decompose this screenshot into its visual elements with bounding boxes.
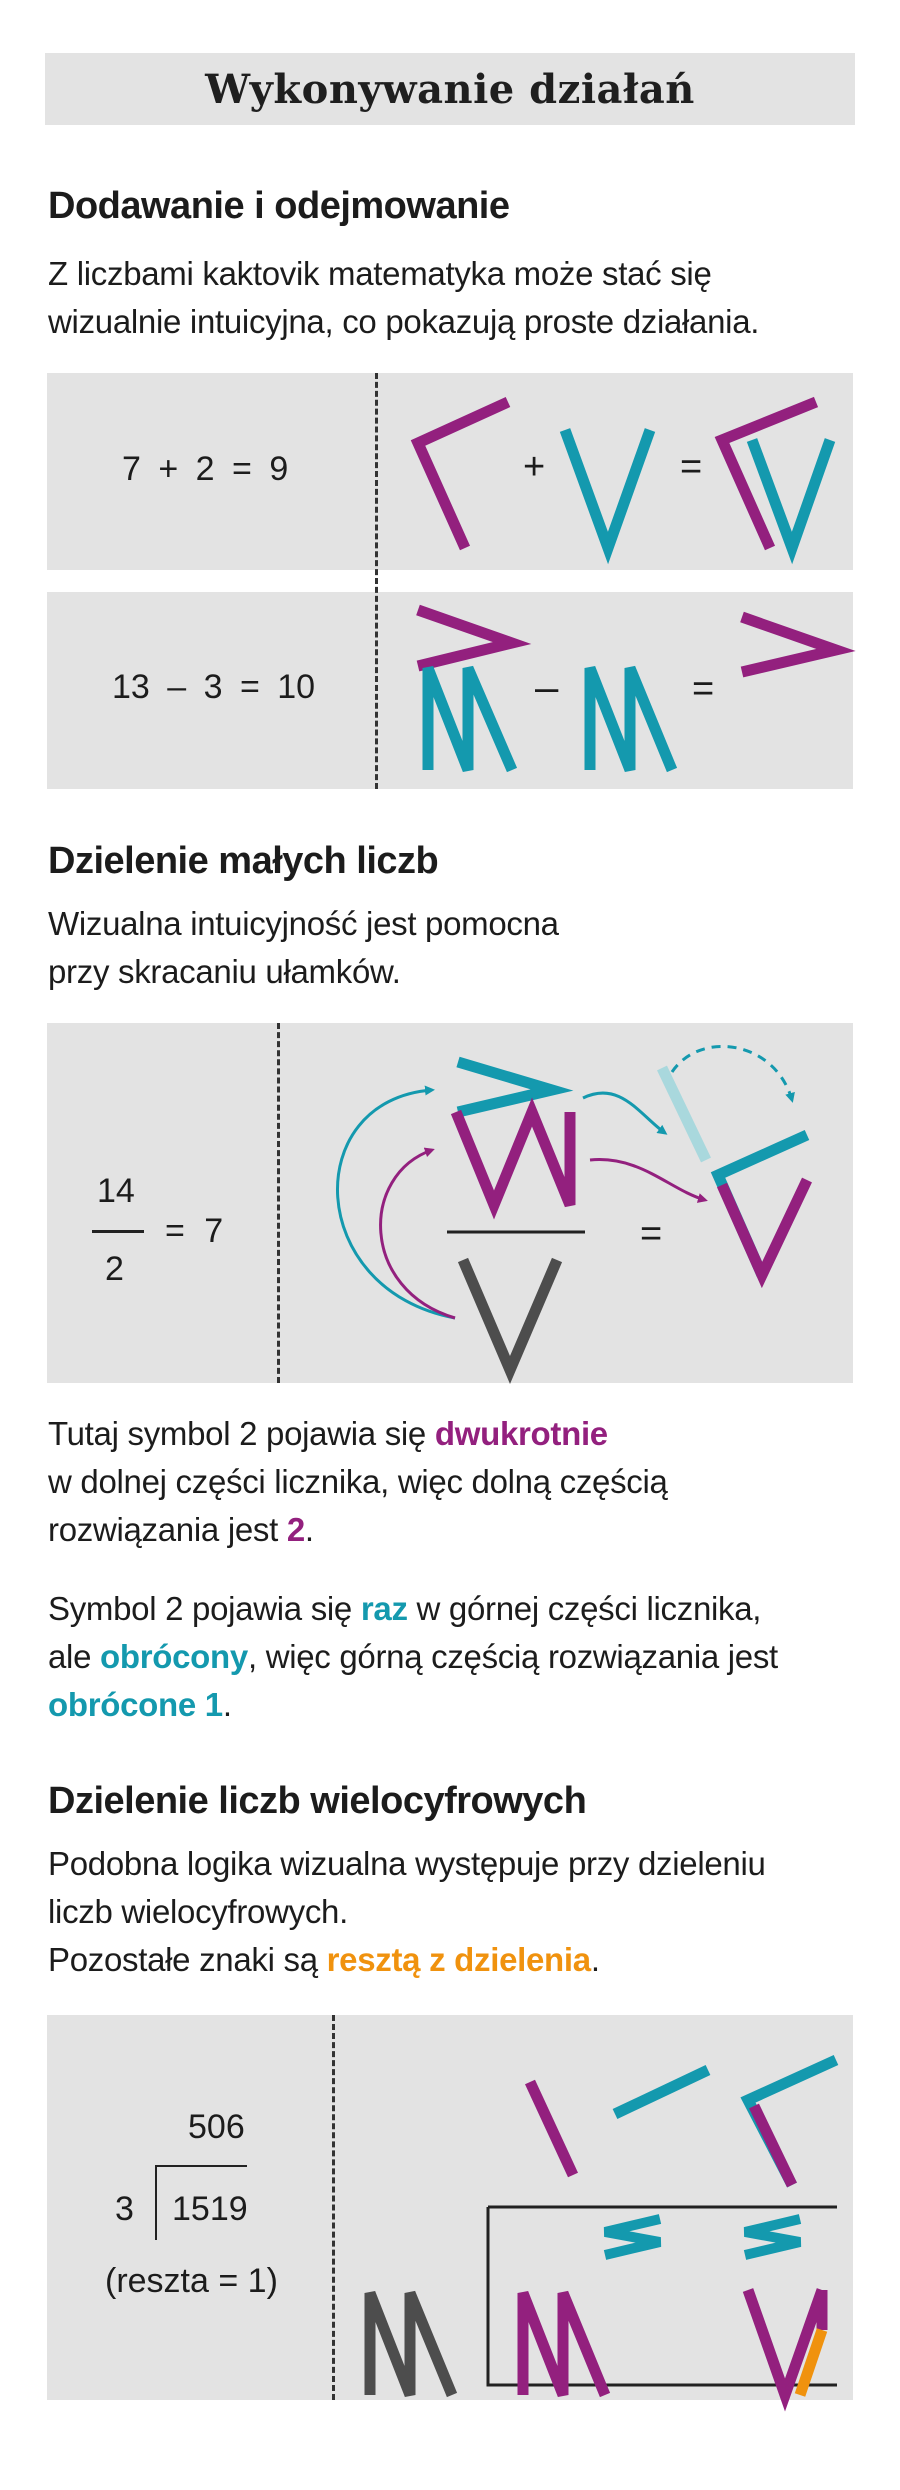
highlight-two: 2 <box>286 1511 305 1548</box>
divisor: 3 <box>115 2190 134 2228</box>
equation-addition: 7 + 2 = 9 <box>122 450 289 488</box>
highlight-twice: dwukrotnie <box>434 1415 608 1452</box>
fraction-numerator: 14 <box>97 1172 135 1210</box>
page-title: Wykonywanie działań <box>205 65 695 113</box>
plus-sign: + <box>523 446 546 488</box>
text: Tutaj symbol 2 pojawia się <box>48 1415 435 1452</box>
text-line: liczb wielocyfrowych. <box>48 1893 348 1930</box>
section-heading-small-division: Dzielenie małych liczb <box>48 840 439 882</box>
kaktovik-quotient <box>530 2060 836 2185</box>
highlight-rotated-one: obrócone 1 <box>48 1686 223 1723</box>
text: . <box>304 1511 314 1548</box>
text-line: Podobna logika wizualna występuje przy dzieleniu <box>48 1845 766 1882</box>
text: , więc górną częścią rozwiązania jest <box>247 1638 778 1675</box>
kaktovik-dividend <box>523 2219 822 2395</box>
kaktovik-seven <box>418 402 508 548</box>
text: ale <box>48 1638 101 1675</box>
equals-sign: = <box>640 1213 663 1255</box>
kaktovik-fourteen <box>456 1062 570 1205</box>
equals-sign: = <box>680 446 703 488</box>
kaktovik-thirteen <box>418 610 512 770</box>
highlight-once: raz <box>360 1590 408 1627</box>
text: . <box>222 1686 232 1723</box>
text: w górnej części licznika, <box>407 1590 762 1627</box>
equation-subtraction: 13 – 3 = 10 <box>112 668 316 706</box>
text-line: wizualnie intuicyjna, co pokazują proste działania. <box>48 303 760 340</box>
arrow-icon <box>583 1093 665 1133</box>
text: Symbol 2 pojawia się <box>48 1590 361 1627</box>
rotated-one-ghost <box>662 1068 706 1160</box>
text-line: Wizualna intuicyjność jest pomocna <box>48 905 559 942</box>
arrow-icon <box>337 1090 455 1318</box>
kaktovik-ten <box>742 617 836 672</box>
kaktovik-three <box>590 668 672 770</box>
dividend: 1519 <box>172 2190 248 2228</box>
kaktovik-nine <box>722 402 830 548</box>
text-line: w dolnej części licznika, więc dolną częścią <box>48 1463 668 1500</box>
text-line: przy skracaniu ułamków. <box>48 953 401 990</box>
fraction-denominator: 2 <box>105 1250 124 1288</box>
remainder: (reszta = 1) <box>105 2262 278 2300</box>
text-line: Z liczbami kaktovik matematyka może stać się <box>48 255 712 292</box>
text: rozwiązania jest <box>48 1511 287 1548</box>
highlight-remainder: resztą z dzielenia <box>326 1941 591 1978</box>
equals-sign: = <box>692 668 715 710</box>
kaktovik-two-denominator <box>463 1260 557 1370</box>
text: Pozostałe znaki są <box>48 1941 327 1978</box>
section-heading-addition: Dodawanie i odejmowanie <box>48 185 510 227</box>
arrow-icon <box>672 1046 792 1100</box>
kaktovik-divisor-three <box>370 2293 452 2395</box>
arrow-icon <box>590 1160 705 1200</box>
kaktovik-seven-result <box>662 1068 807 1275</box>
division-bracket <box>488 2207 837 2385</box>
kaktovik-two <box>565 430 650 548</box>
highlight-rotated: obrócony <box>100 1638 248 1675</box>
quotient: 506 <box>188 2108 245 2146</box>
fraction-result: = 7 <box>165 1212 224 1250</box>
text: . <box>590 1941 600 1978</box>
section-heading-multi-division: Dzielenie liczb wielocyfrowych <box>48 1780 587 1822</box>
minus-sign: – <box>535 663 559 710</box>
